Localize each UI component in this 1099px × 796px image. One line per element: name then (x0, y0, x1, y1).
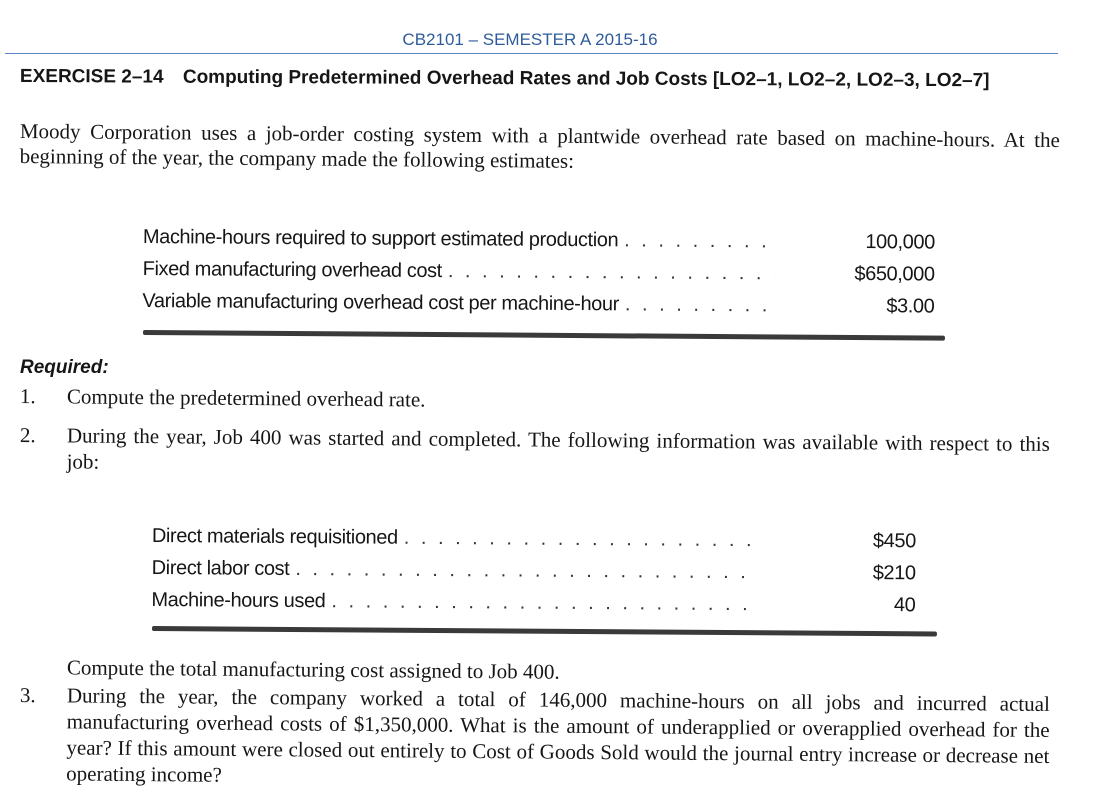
job-table-rule (152, 626, 937, 636)
estimate-label: Variable manufacturing overhead cost per machine-hour (142, 289, 620, 315)
leader-dots (331, 590, 755, 616)
exercise-intro: Moody Corporation uses a job-order costing system with a plantwide overhead rate based on machine-hours. At the beginning of the year, the company made the following estimates: (19, 119, 1060, 173)
job-row (152, 552, 916, 589)
exercise-heading (20, 64, 1070, 94)
job-value: 40 (893, 593, 916, 616)
required-heading: Required: (20, 357, 109, 378)
job-400-table (151, 520, 916, 621)
job-value: $450 (872, 529, 916, 552)
item-text: During the year, the company worked a total of 146,000 machine-hours on all jobs and incurred actual manufacturing overhead costs of $1,350,000. What is the amount of underapplied or overapplied overhead for the year? If this amount were closed out entirely to Cost of Goods Sold would the journal entry increase or decrease net operating income? (66, 683, 1050, 787)
leader-dots (448, 260, 775, 285)
leader-dots (624, 229, 775, 253)
item-text: Compute the total manufacturing cost assigned to Job 400. (66, 655, 560, 684)
estimate-value: $650,000 (854, 262, 935, 286)
estimate-value: 100,000 (865, 230, 935, 254)
item-number: 3. (19, 682, 36, 708)
estimates-table (142, 221, 935, 323)
job-label: Direct materials requisitioned (151, 524, 398, 549)
required-item-3 (19, 682, 1050, 795)
job-label: Direct labor cost (151, 556, 290, 580)
estimate-label: Fixed manufacturing overhead cost (142, 257, 442, 282)
leader-dots (404, 526, 756, 551)
estimate-row (142, 285, 934, 323)
exercise-title: Computing Predetermined Overhead Rates and Job Costs [LO2–1, LO2–2, LO2–3, LO2–7] (182, 66, 990, 92)
item-number: 2. (19, 422, 36, 448)
item-text: Compute the predetermined overhead rate. (66, 384, 426, 412)
leader-dots (625, 293, 775, 317)
job-label: Machine-hours used (151, 588, 326, 612)
estimate-label: Machine-hours required to support estimated production (142, 225, 619, 251)
page-header-title: CB2101 – SEMESTER A 2015-16 (402, 30, 658, 49)
estimate-value: $3.00 (886, 294, 935, 318)
estimates-table-rule (143, 330, 945, 341)
item-number: 1. (19, 383, 36, 409)
job-row (151, 584, 915, 621)
required-item-1 (20, 383, 1050, 418)
required-item-2 (20, 422, 1050, 483)
item-text: During the year, Job 400 was started and completed. The following information was available with respect to this job: (66, 423, 1050, 474)
header-divider (5, 53, 1058, 54)
job-row (152, 520, 916, 557)
job-value: $210 (872, 561, 916, 584)
leader-dots (295, 558, 755, 584)
exercise-number: EXERCISE 2–14 (19, 65, 164, 88)
